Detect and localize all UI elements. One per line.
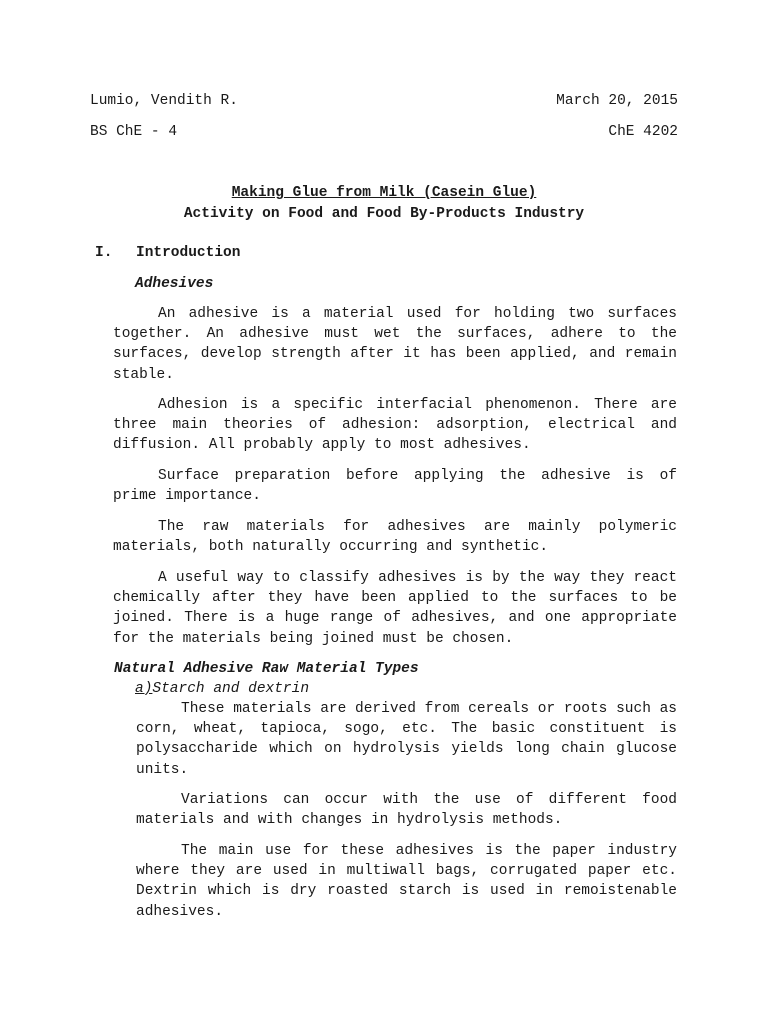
section-number: I. [95,245,113,261]
item-letter: a) [135,681,153,697]
list-item-label [135,679,309,699]
adhesives-paragraph-5: A useful way to classify adhesives is by the way they react chemically after they have been applied to the surfaces to be joined. There is a huge range of adhesives, and one appropriate for the materials being joined must be chosen. [113,570,677,647]
course-code: ChE 4202 [608,124,678,140]
section-title: Introduction [136,245,241,261]
document-date: March 20, 2015 [556,93,678,109]
title-block [90,183,678,224]
header-row-1 [90,91,678,111]
item-title: Starch and dextrin [152,681,310,697]
adhesives-paragraph-4: The raw materials for adhesives are mainly polymeric materials, both naturally occurring and synthetic. [113,519,677,556]
natural-adhesive-heading: Natural Adhesive Raw Material Types [114,661,419,677]
author-name: Lumio, Vendith R. [90,93,238,109]
starch-paragraph-3: The main use for these adhesives is the paper industry where they are used in multiwall bags, corrugated paper etc. Dextrin which is dry roasted starch is used in remoistenable adhesives. [136,843,677,920]
section-heading [95,243,240,263]
starch-paragraph-2: Variations can occur with the use of different food materials and with changes in hydrolysis methods. [136,792,677,829]
program-label: BS ChE - 4 [90,124,178,140]
starch-paragraph-1: These materials are derived from cereals or roots such as corn, wheat, tapioca, sogo, etc. The basic constituent is polysaccharide which on hydrolysis yields long chain glucose units. [136,701,677,778]
adhesives-paragraph-2: Adhesion is a specific interfacial phenomenon. There are three main theories of adhesion: adsorption, electrical and diffusion. All probably apply to most adhesives. [113,397,677,454]
document-title: Making Glue from Milk (Casein Glue) [231,185,537,201]
document-subtitle: Activity on Food and Food By-Products Industry [183,205,585,222]
adhesives-heading: Adhesives [135,276,214,292]
header-row-2 [90,122,678,142]
adhesives-paragraph-1: An adhesive is a material used for holding two surfaces together. An adhesive must wet the surfaces, adhere to the surfaces, develop strength after it has been applied, and remain stable. [113,306,677,383]
adhesives-paragraph-3: Surface preparation before applying the adhesive is of prime importance. [113,468,677,505]
